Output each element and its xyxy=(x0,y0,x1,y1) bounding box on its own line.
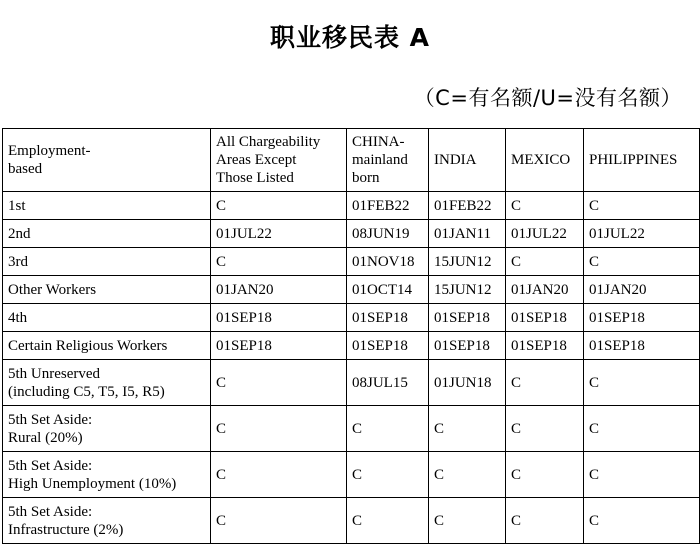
row-label: Certain Religious Workers xyxy=(3,332,211,360)
cell-china: 08JUN19 xyxy=(347,220,429,248)
cell-philippines: C xyxy=(584,192,700,220)
cell-india: 15JUN12 xyxy=(429,248,506,276)
row-label: Other Workers xyxy=(3,276,211,304)
table-row xyxy=(3,360,700,406)
cell-all-chargeability: C xyxy=(211,406,347,452)
cell-china: 01SEP18 xyxy=(347,304,429,332)
table-row xyxy=(3,304,700,332)
cell-philippines: 01JAN20 xyxy=(584,276,700,304)
cell-philippines: 01JUL22 xyxy=(584,220,700,248)
cell-india: 01SEP18 xyxy=(429,332,506,360)
cell-india: 01JAN11 xyxy=(429,220,506,248)
cell-china: 01OCT14 xyxy=(347,276,429,304)
cell-mexico: C xyxy=(506,248,584,276)
table-row xyxy=(3,498,700,544)
cell-all-chargeability: 01JAN20 xyxy=(211,276,347,304)
cell-china: 08JUL15 xyxy=(347,360,429,406)
row-label: 1st xyxy=(3,192,211,220)
table-row xyxy=(3,332,700,360)
cell-mexico: C xyxy=(506,360,584,406)
cell-india: 01FEB22 xyxy=(429,192,506,220)
cell-mexico: 01SEP18 xyxy=(506,304,584,332)
cell-mexico: C xyxy=(506,406,584,452)
row-label: 5th Set Aside: Rural (20%) xyxy=(3,406,211,452)
cell-all-chargeability: C xyxy=(211,452,347,498)
table-header-row xyxy=(3,129,700,192)
cell-all-chargeability: C xyxy=(211,360,347,406)
cell-mexico: 01SEP18 xyxy=(506,332,584,360)
cell-india: C xyxy=(429,498,506,544)
employment-visa-bulletin-table xyxy=(2,128,700,544)
cell-india: 01SEP18 xyxy=(429,304,506,332)
cell-all-chargeability: C xyxy=(211,192,347,220)
header-all-chargeability: All Chargeability Areas Except Those Listed xyxy=(211,129,347,192)
row-label: 5th Unreserved (including C5, T5, I5, R5) xyxy=(3,360,211,406)
cell-all-chargeability: 01JUL22 xyxy=(211,220,347,248)
row-label: 2nd xyxy=(3,220,211,248)
table-row xyxy=(3,276,700,304)
header-china: CHINA- mainland born xyxy=(347,129,429,192)
cell-philippines: 01SEP18 xyxy=(584,304,700,332)
cell-india: 01JUN18 xyxy=(429,360,506,406)
cell-china: 01SEP18 xyxy=(347,332,429,360)
cell-china: C xyxy=(347,452,429,498)
legend-note: （C=有名额/U=没有名额） xyxy=(413,86,682,110)
cell-mexico: C xyxy=(506,192,584,220)
table-row xyxy=(3,248,700,276)
cell-mexico: C xyxy=(506,452,584,498)
row-label: 4th xyxy=(3,304,211,332)
cell-india: C xyxy=(429,406,506,452)
cell-philippines: C xyxy=(584,452,700,498)
table-row xyxy=(3,192,700,220)
table-row xyxy=(3,406,700,452)
cell-mexico: C xyxy=(506,498,584,544)
header-category: Employment- based xyxy=(3,129,211,192)
cell-india: 15JUN12 xyxy=(429,276,506,304)
cell-philippines: C xyxy=(584,498,700,544)
table-row xyxy=(3,452,700,498)
header-india: INDIA xyxy=(429,129,506,192)
cell-philippines: C xyxy=(584,248,700,276)
cell-all-chargeability: 01SEP18 xyxy=(211,304,347,332)
cell-china: 01NOV18 xyxy=(347,248,429,276)
header-mexico: MEXICO xyxy=(506,129,584,192)
table-row xyxy=(3,220,700,248)
cell-philippines: C xyxy=(584,406,700,452)
header-philippines: PHILIPPINES xyxy=(584,129,700,192)
cell-philippines: 01SEP18 xyxy=(584,332,700,360)
row-label: 3rd xyxy=(3,248,211,276)
cell-china: 01FEB22 xyxy=(347,192,429,220)
cell-china: C xyxy=(347,498,429,544)
row-label: 5th Set Aside: High Unemployment (10%) xyxy=(3,452,211,498)
cell-all-chargeability: 01SEP18 xyxy=(211,332,347,360)
page-title: 职业移民表 A xyxy=(269,23,431,52)
row-label: 5th Set Aside: Infrastructure (2%) xyxy=(3,498,211,544)
cell-philippines: C xyxy=(584,360,700,406)
cell-mexico: 01JUL22 xyxy=(506,220,584,248)
cell-mexico: 01JAN20 xyxy=(506,276,584,304)
cell-all-chargeability: C xyxy=(211,248,347,276)
cell-china: C xyxy=(347,406,429,452)
cell-all-chargeability: C xyxy=(211,498,347,544)
cell-india: C xyxy=(429,452,506,498)
